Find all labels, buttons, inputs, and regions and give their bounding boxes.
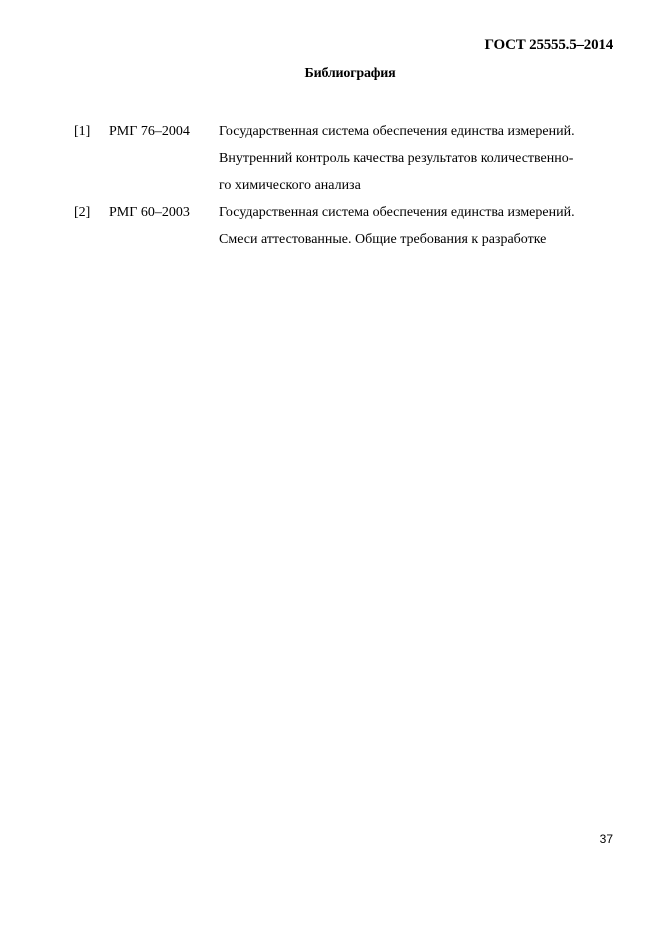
page-number: 37 (599, 832, 613, 846)
entry-text-line: Государственная система обеспечения единства измерений. (219, 124, 575, 139)
entry-number: [2] (74, 205, 91, 220)
entry-text (219, 118, 634, 199)
entry-code: РМГ 76–2004 (109, 124, 190, 139)
bibliography-list (74, 118, 634, 253)
entry-text-line: Внутренний контроль качества результатов количественно- (219, 151, 574, 166)
entry-text-line: го химического анализа (219, 178, 361, 193)
entry-text-line: Смеси аттестованные. Общие требования к разработке (219, 232, 547, 247)
entry-code: РМГ 60–2003 (109, 205, 190, 220)
bibliography-title: Библиография (304, 66, 396, 81)
bibliography-entry-1 (74, 118, 634, 199)
entry-text-line: Государственная система обеспечения единства измерений. (219, 205, 575, 220)
entry-text (219, 199, 634, 253)
document-code: ГОСТ 25555.5–2014 (484, 37, 613, 53)
bibliography-entry-2 (74, 199, 634, 253)
entry-number: [1] (74, 124, 91, 139)
